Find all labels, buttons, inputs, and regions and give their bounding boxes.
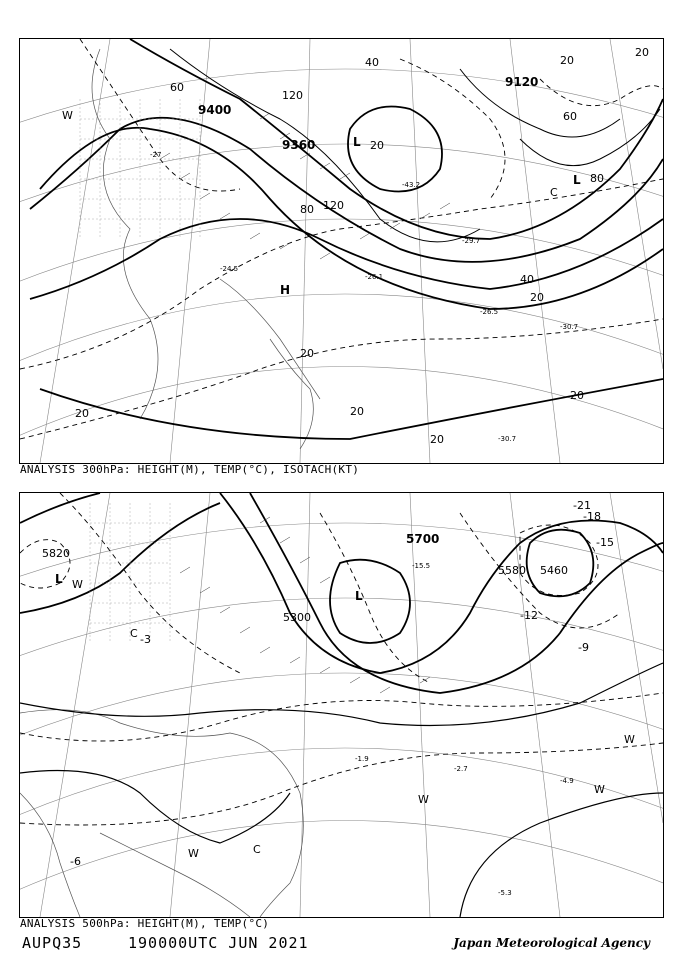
- temp-label-500e: -15.5: [412, 562, 431, 570]
- high-center-300: H: [280, 283, 291, 297]
- height-label-5820: 5820: [42, 547, 70, 560]
- low-center-500b: L: [355, 589, 363, 603]
- isotherm-label-3a: -3: [140, 633, 151, 646]
- caption-500hpa: ANALYSIS 500hPa: HEIGHT(M), TEMP(°C): [20, 917, 270, 930]
- height-label-5460: 5460: [540, 564, 568, 577]
- isotach-label-20c: 20: [350, 405, 364, 418]
- isotach-label-20h: 20: [560, 54, 574, 67]
- isotach-label-60b: 60: [563, 110, 577, 123]
- isotherm-label-18a: -18: [583, 510, 601, 523]
- agency-name: Japan Meteorological Agency: [453, 936, 650, 950]
- isotach-label-20g: 20: [75, 407, 89, 420]
- warm-center-500d: W: [624, 733, 635, 746]
- warm-center-300: W: [62, 109, 73, 122]
- isotach-label-20e: 20: [430, 433, 444, 446]
- temp-label-300e: -43.2: [402, 181, 421, 189]
- isotach-label-60a: 60: [170, 81, 184, 94]
- height-label-5580: 5580: [498, 564, 526, 577]
- map-panel-500hpa: [19, 492, 664, 918]
- temp-label-500a: -1.9: [355, 755, 369, 763]
- low-center-500a: L: [55, 572, 63, 586]
- low-center-300b: L: [573, 173, 581, 187]
- temp-label-300a: -27: [150, 151, 162, 159]
- temp-label-300h: -30.7: [498, 435, 517, 443]
- temp-label-300g: -30.7: [560, 323, 579, 331]
- temp-label-300d: -29.7: [462, 237, 481, 245]
- low-center-300a: L: [353, 135, 361, 149]
- height-label-5700: 5700: [406, 532, 440, 546]
- isotherm-label-21a: -21: [573, 499, 591, 512]
- isotherms-300: [20, 39, 663, 439]
- labels-500: [42, 499, 635, 897]
- isotach-label-80b: 80: [300, 203, 314, 216]
- isotach-label-120a: 120: [282, 89, 303, 102]
- temp-label-500b: -4.9: [560, 777, 574, 785]
- isotherm-label-6a: -6: [70, 855, 81, 868]
- isotach-label-120b: 120: [323, 199, 344, 212]
- temp-label-300c: -26.1: [365, 273, 384, 281]
- isotach-label-80a: 80: [590, 172, 604, 185]
- temp-label-300f: -26.5: [480, 308, 499, 316]
- height-label-5300: 5300: [283, 611, 311, 624]
- height-label-9400: 9400: [198, 103, 232, 117]
- height-label-9360: 9360: [282, 138, 316, 152]
- chart-id: AUPQ35: [22, 934, 83, 952]
- map-panel-300hpa: [19, 38, 664, 464]
- warm-center-500a: W: [72, 578, 83, 591]
- isotherm-label-15a: -15: [596, 536, 614, 549]
- temp-label-500c: -5.3: [498, 889, 512, 897]
- warm-center-500c: W: [418, 793, 429, 806]
- height-label-9120: 9120: [505, 75, 539, 89]
- isotherm-label-9a: -9: [578, 641, 589, 654]
- isotherm-label-12a: -12: [520, 609, 538, 622]
- isotach-label-20f: 20: [570, 389, 584, 402]
- height-contours-300: [30, 39, 663, 439]
- coastline-500: [20, 710, 303, 917]
- isotach-label-20a: 20: [370, 139, 384, 152]
- graticule-300: [20, 39, 663, 463]
- isotach-label-20i: 20: [635, 46, 649, 59]
- isotach-label-40b: 40: [365, 56, 379, 69]
- temp-label-300b: -24.5: [220, 265, 239, 273]
- isotach-label-40a: 40: [520, 273, 534, 286]
- map-300hpa: [20, 39, 663, 463]
- isotherms-500: [20, 493, 663, 825]
- station-plots-500: [180, 517, 430, 693]
- station-grid-500: [90, 503, 170, 643]
- warm-center-500e: W: [594, 783, 605, 796]
- cold-center-300: C: [550, 186, 558, 199]
- cold-center-500b: C: [253, 843, 261, 856]
- map-500hpa: [20, 493, 663, 917]
- graticule-500: [20, 493, 663, 917]
- cold-center-500a: C: [130, 627, 138, 640]
- warm-center-500b: W: [188, 847, 199, 860]
- isotach-label-20d: 20: [530, 291, 544, 304]
- caption-300hpa: ANALYSIS 300hPa: HEIGHT(M), TEMP(°C), ISOTACH(KT): [20, 463, 360, 476]
- temp-label-500d: -2.7: [454, 765, 468, 773]
- isotach-label-20b: 20: [300, 347, 314, 360]
- valid-time: 190000UTC JUN 2021: [128, 934, 309, 952]
